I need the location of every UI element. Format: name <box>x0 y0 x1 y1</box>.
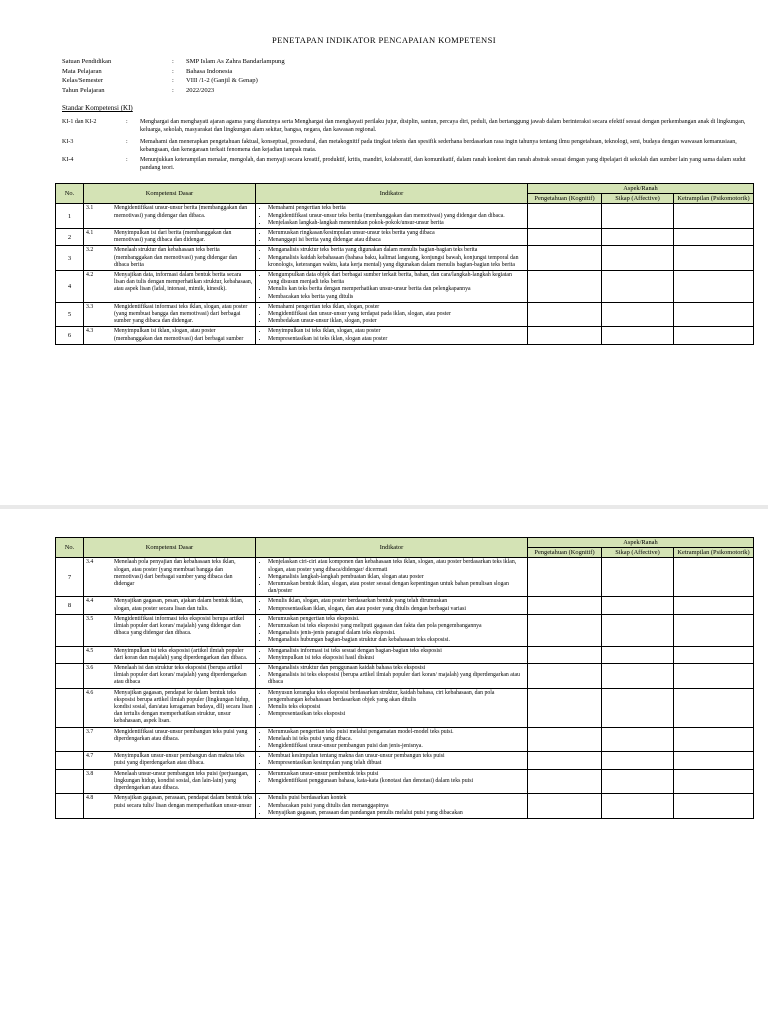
aspek-pengetahuan-cell <box>528 327 602 344</box>
kd-number: 4.1 <box>86 230 94 237</box>
info-label: Kelas/Semester <box>62 77 104 85</box>
kd-number: 4.6 <box>86 689 94 696</box>
table-row <box>56 727 754 752</box>
aspek-pengetahuan-cell <box>528 727 602 752</box>
info-row <box>62 57 285 67</box>
document-title: PENETAPAN INDIKATOR PENCAPAIAN KOMPETENSI <box>272 35 496 45</box>
indikator-item: • Mengidentifikasi unsur-unsur teks berita (membanggakan dan memotivasi) yang didengar dan dibaca. <box>268 213 524 220</box>
table-1-body <box>56 204 754 344</box>
indikator-item: • Membacakan puisi yang ditulis dan menanggapinya <box>268 803 524 810</box>
aspek-sikap-cell <box>602 246 674 271</box>
aspek-sikap-cell <box>602 327 674 344</box>
kd-number: 4.8 <box>86 795 94 802</box>
table-row <box>56 794 754 819</box>
aspek-sikap-cell <box>602 794 674 819</box>
info-value: SMP Islam As Zahra Bandarlampung <box>186 58 285 65</box>
indikator-item: • Membedakan unsur-unsur iklan, slogan, poster <box>268 318 524 325</box>
kd-number: 4.5 <box>86 647 94 654</box>
indikator-cell <box>256 752 528 769</box>
info-value: 2022/2023 <box>186 86 215 94</box>
aspek-keterampilan-cell <box>674 229 754 246</box>
row-number <box>56 794 84 819</box>
aspek-keterampilan-cell <box>674 271 754 303</box>
indikator-cell <box>256 246 528 271</box>
indikator-item: • Mempresentasikan teks eksposisi <box>268 711 524 718</box>
indikator-item: • Mempresentasikan kesimpulan yang telah dibuat <box>268 760 524 767</box>
indikator-item: • Menganalisis langkah-langkah pembuatan iklan, slogan atau poster <box>268 574 524 581</box>
aspek-sikap-cell <box>602 614 674 646</box>
indikator-cell <box>256 664 528 689</box>
indikator-table-2 <box>55 537 754 819</box>
row-number <box>56 727 84 752</box>
kd-text: Menyimpulkan isi iklan, slogan, atau poster (membanggakan dan memotivasi) dari berbagai sumber <box>114 328 244 342</box>
info-value: VIII /1-2 (Ganjil & Genap) <box>186 77 258 85</box>
kd-number: 4.2 <box>86 272 94 279</box>
row-number <box>56 769 84 794</box>
kd-text: Menyajikan gagasan, perasaan, pendapat dalam bentuk teks puisi secara tulis/ lisan dengan memperhatikan unsur-unsur <box>114 795 253 809</box>
kd-text: Menelaah isi dan struktur teks eksposisi (berupa artikel ilmiah populer dari koran/ majalah) yang diperdengarkan atau dibaca <box>114 665 247 686</box>
aspek-sikap-cell <box>602 688 674 727</box>
header-keterampilan: Ketrampilan (Psikomotorik) <box>674 548 754 558</box>
indikator-cell <box>256 558 528 597</box>
aspek-pengetahuan-cell <box>528 769 602 794</box>
row-number <box>56 688 84 727</box>
indikator-item: • Mempresentasikan isi teks iklan, slogan atau poster <box>268 336 524 343</box>
aspek-sikap-cell <box>602 664 674 689</box>
indikator-item: • Mempresentasikan iklan, slogan, dan atau poster yang ditulis dengan berbagai variasi <box>268 606 524 613</box>
table-row <box>56 558 754 597</box>
header-indikator: Indikator <box>256 538 528 558</box>
indikator-item: • Menyajikan gagasan, perasaan dan pandangan penulis melalui puisi yang dibacakan <box>268 810 524 817</box>
aspek-pengetahuan-cell <box>528 597 602 614</box>
kd-text: Mengidentifikasi informasi teks eksposisi berupa artikel ilmiah populer dari koran/ majalah) yang didengar dan dibaca yang didengar dan dibaca. <box>114 615 245 637</box>
header-pengetahuan: Pengetahuan (Kognitif) <box>528 548 602 558</box>
kd-text: Menelaah pola penyajian dan kebahasaan teks iklan, slogan, atau poster (yang membuat bangga dan memotivasi) dari berbagai sumber yang dibaca dan didengar <box>114 559 236 588</box>
info-separator: : <box>172 77 174 85</box>
table-row <box>56 769 754 794</box>
kd-number: 3.6 <box>86 665 94 672</box>
indikator-item: • Menelaah isi teks puisi yang dibaca. <box>268 736 524 743</box>
table-row <box>56 646 754 663</box>
aspek-sikap-cell <box>602 597 674 614</box>
row-number: 6 <box>56 327 84 344</box>
aspek-keterampilan-cell <box>674 646 754 663</box>
indikator-item: • Membacakan teks berita yang ditulis <box>268 294 524 301</box>
ki-text: Memahami dan menerapkan pengetahuan faktual, konseptual, prosedural, dan metakognitif pada tingkat teknis dan spesifik sederhana berdasarkan rasa ingin tahunya tentang ilmu pengetahuan, teknologi, seni, budaya dengan wawasan kemanusiaan, kebangsaan, dan kenegaraan terkait fenomena dan kejadian tampak mata. <box>140 139 737 153</box>
indikator-cell <box>256 688 528 727</box>
indikator-item: • Menganalisis jenis-jenis paragraf dalam teks eksposisi. <box>268 630 524 637</box>
indikator-item: • Menanggapi isi berita yang didengar atau dibaca <box>268 237 524 244</box>
kompetensi-dasar-cell <box>84 646 256 663</box>
kompetensi-dasar-cell <box>84 794 256 819</box>
standar-kompetensi-heading: Standar Kompetensi (KI) <box>62 104 133 112</box>
row-number: 4 <box>56 271 84 303</box>
row-number: 3 <box>56 246 84 271</box>
aspek-keterampilan-cell <box>674 597 754 614</box>
indikator-item: • Menulis teks eksposisi <box>268 704 524 711</box>
indikator-cell <box>256 271 528 303</box>
aspek-keterampilan-cell <box>674 794 754 819</box>
aspek-keterampilan-cell <box>674 327 754 344</box>
row-number: 8 <box>56 597 84 614</box>
row-number <box>56 614 84 646</box>
indikator-item: • Merumuskan unsur-unsur pembentuk teks puisi <box>268 771 524 778</box>
indikator-item: • Menulis iklan, slogan, atau poster berdasarkan bentuk yang telah dirumuskan <box>268 598 524 605</box>
header-pengetahuan: Pengetahuan (Kognitif) <box>528 194 602 204</box>
kd-text: Mengidentifikasi informasi teks iklan, slogan, atau poster (yang membuat bangga dan memotivasi) dari berbagai sumber yang dibaca dan didengar. <box>114 303 248 325</box>
kd-number: 4.4 <box>86 598 94 605</box>
kompetensi-dasar-cell <box>84 246 256 271</box>
kd-text: Menelaah struktur dan kebahasaan teks berita (membanggakan dan memotivasi) yang didengar dan dibaca berita <box>114 247 238 268</box>
table-row <box>56 664 754 689</box>
indikator-cell <box>256 614 528 646</box>
indikator-table-1 <box>55 183 754 345</box>
aspek-sikap-cell <box>602 752 674 769</box>
indikator-cell <box>256 794 528 819</box>
aspek-pengetahuan-cell <box>528 271 602 303</box>
kompetensi-dasar-cell <box>84 664 256 689</box>
aspek-sikap-cell <box>602 229 674 246</box>
indikator-item: • Merumuskan ringkasan/kesimpulan unsur-unsur teks berita yang dibaca <box>268 230 524 237</box>
aspek-keterampilan-cell <box>674 664 754 689</box>
kompetensi-dasar-cell <box>84 727 256 752</box>
table-row <box>56 204 754 229</box>
row-number <box>56 752 84 769</box>
indikator-cell <box>256 646 528 663</box>
indikator-item: • Menganalisis informasi isi teks sesuai dengan bagian-bagian teks eksposisi <box>268 648 524 655</box>
indikator-item: • Mengumpulkan data objek dari berbagai sumber terkait berita, bahan, dan cara/langkah-langkah kegiatan yang disusun menjadi teks berita <box>268 272 524 286</box>
identity-info <box>62 57 285 95</box>
kd-text: Menyimpulkan unsur-unsur pembangun dan makna teks puisi yang diperdengarkan atau dibaca. <box>114 753 245 767</box>
indikator-item: • Merumuskan bentuk iklan, slogan, atau poster sesuai dengan kepentingan untuk bahan penulisan slogan dan/poster <box>268 581 524 595</box>
kd-number: 3.7 <box>86 728 94 735</box>
indikator-item: • Merumuskan pengertian teks puisi melalui pengamatan model-model teks puisi. <box>268 729 524 736</box>
header-aspek: Aspek/Ranah <box>528 538 754 548</box>
table-row <box>56 302 754 327</box>
header-keterampilan: Ketrampilan (Psikomotorik) <box>674 194 754 204</box>
header-kompetensi-dasar: Kompetensi Dasar <box>84 538 256 558</box>
indikator-item: • Menganalisis isi teks eksposisi (berupa artikel ilmiah populer dari koran/ majalah) yang diperdengarkan atau dibaca <box>268 672 524 686</box>
aspek-pengetahuan-cell <box>528 204 602 229</box>
indikator-item: • Menjelaskan ciri-ciri atau komponen dan kebahasaan teks iklan, slogan, atau poster berdasarkan teks iklan, slogan, atau poster yang dibaca/didengar/ dicermati <box>268 559 524 573</box>
kd-text: Menyajikan gagasan, pesan, ajakan dalam bentuk iklan, slogan, atau poster secara lisan dan tulis. <box>114 598 244 612</box>
indikator-item: • Menyusun kerangka teks eksposisi berdasarkan struktur, kaidah bahasa, ciri kebahasaan, dan pola pengembangan kebahasaan berdasarkan objek yang akan ditulis <box>268 690 524 704</box>
aspek-keterampilan-cell <box>674 614 754 646</box>
table-row <box>56 229 754 246</box>
aspek-keterampilan-cell <box>674 752 754 769</box>
row-number <box>56 664 84 689</box>
kd-text: Menyajikan gagasan, pendapat ke dalam bentuk teks eksposisi berupa artikel ilmiah populer (lingkungan hidup, kondisi sosial, dan/atau keragaman budaya, dll) secara lisan dan tertulis dengan memperhatikan struktur, unsur kebahasaan, aspek lisan. <box>114 689 253 725</box>
aspek-pengetahuan-cell <box>528 752 602 769</box>
info-separator: : <box>172 67 174 75</box>
aspek-sikap-cell <box>602 646 674 663</box>
aspek-keterampilan-cell <box>674 769 754 794</box>
header-sikap: Sikap (Affective) <box>602 548 674 558</box>
table-row <box>56 271 754 303</box>
table-row <box>56 752 754 769</box>
row-number <box>56 646 84 663</box>
table-row <box>56 597 754 614</box>
kd-number: 3.3 <box>86 303 94 310</box>
aspek-pengetahuan-cell <box>528 246 602 271</box>
kd-number: 3.8 <box>86 770 94 777</box>
indikator-cell <box>256 727 528 752</box>
aspek-sikap-cell <box>602 204 674 229</box>
row-number: 1 <box>56 204 84 229</box>
aspek-pengetahuan-cell <box>528 229 602 246</box>
kd-number: 3.4 <box>86 559 94 566</box>
header-aspek: Aspek/Ranah <box>528 184 754 194</box>
indikator-cell <box>256 769 528 794</box>
indikator-item: • Menganalisis struktur dan penggunaan kaidah bahasa teks eksposisi <box>268 665 524 672</box>
kd-number: 4.7 <box>86 753 94 760</box>
aspek-sikap-cell <box>602 271 674 303</box>
kompetensi-dasar-cell <box>84 597 256 614</box>
indikator-item: • Mengidentifikasi penggunaan bahasa, kata-kata (konotasi dan denotasi) dalam teks puisi <box>268 778 524 785</box>
aspek-pengetahuan-cell <box>528 614 602 646</box>
kompetensi-dasar-cell <box>84 204 256 229</box>
indikator-item: • Menyimpulkan isi teks eksposisi hasil diskusi <box>268 655 524 662</box>
kd-text: Mengidentifikasi unsur-unsur berita (membanggakan dan memotivasi) yang didengar dan dibaca. <box>114 205 248 219</box>
indikator-item: • Menulis puisi berdasarkan kontek <box>268 795 524 802</box>
info-label: Mata Pelajaran <box>62 67 102 75</box>
kompetensi-dasar-cell <box>84 302 256 327</box>
aspek-keterampilan-cell <box>674 204 754 229</box>
kompetensi-dasar-cell <box>84 769 256 794</box>
aspek-pengetahuan-cell <box>528 688 602 727</box>
kd-number: 3.5 <box>86 615 94 622</box>
info-row <box>62 76 285 86</box>
kd-text: Menyimpulkan isi dari berita (membanggakan dan memotivasi) yang dibaca dan didengar. <box>114 230 232 244</box>
row-number: 5 <box>56 302 84 327</box>
aspek-pengetahuan-cell <box>528 646 602 663</box>
aspek-keterampilan-cell <box>674 246 754 271</box>
kompetensi-dasar-cell <box>84 614 256 646</box>
ki-code: KI-4 <box>62 157 74 163</box>
info-separator: : <box>172 86 174 94</box>
kd-number: 3.1 <box>86 205 94 212</box>
aspek-keterampilan-cell <box>674 688 754 727</box>
indikator-item: • Merumuskan isi teks eksposisi yang meliputi gagasan dan fakta dan pola pengembangannya <box>268 623 524 630</box>
table-row <box>56 688 754 727</box>
kompetensi-dasar-cell <box>84 558 256 597</box>
aspek-sikap-cell <box>602 727 674 752</box>
indikator-item: • Menganalisis hubungan bagian-bagian struktur dan kebahasaan teks eksposisi. <box>268 637 524 644</box>
kd-text: Menelaah unsur-unsur pembangun teks puisi (perjuangan, lingkungan hidup, kondisi sosial, dan lain-lain) yang diperdengarkan atau dibaca. <box>114 770 249 792</box>
header-sikap: Sikap (Affective) <box>602 194 674 204</box>
info-row <box>62 86 285 96</box>
ki-code: KI-3 <box>62 139 74 145</box>
indikator-item: • Membuat kesimpulan tentang makna dan unsur-unsur pembangun teks puisi <box>268 753 524 760</box>
aspek-keterampilan-cell <box>674 558 754 597</box>
indikator-item: • Menganalisis kaidah kebahasaan (bahasa baku, kalimat langsung, konjungsi bawah, konjungsi temporal dan kronologis, keterangan waktu, kata kerja mental) yang digunakan dalam menulis bagian-bagian teks berita <box>268 255 524 269</box>
kompetensi-dasar-cell <box>84 688 256 727</box>
indikator-item: • Memahami pengertian teks berita <box>268 205 524 212</box>
table-row <box>56 327 754 344</box>
indikator-cell <box>256 597 528 614</box>
info-label: Tahun Pelajaran <box>62 86 105 94</box>
kd-number: 3.2 <box>86 247 94 254</box>
aspek-pengetahuan-cell <box>528 794 602 819</box>
indikator-item: • Menyimpulkan isi teks iklan, slogan, atau poster <box>268 328 524 335</box>
info-value: Bahasa Indonesia <box>186 67 233 75</box>
kompetensi-dasar-cell <box>84 752 256 769</box>
aspek-pengetahuan-cell <box>528 558 602 597</box>
indikator-cell <box>256 302 528 327</box>
ki-text: Menghargai dan menghayati ajaran agama yang dianutnya serta Menghargai dan menghayati perilaku jujur, disiplin, santun, percaya diri, peduli, dan bertanggung jawab dalam berinteraksi secara efektif sesuai dengan perkembangan anak di lingkungan, keluarga, sekolah, masyarakat dan lingkungan alam sekitar, bangsa, negara, dan kawasan regional. <box>140 119 746 133</box>
header-no: No. <box>56 538 84 558</box>
table-2-body <box>56 558 754 819</box>
info-label: Satuan Pendidikan <box>62 58 112 65</box>
aspek-pengetahuan-cell <box>528 664 602 689</box>
kd-text: Mengidentifikasi unsur-unsur pembangun teks puisi yang diperdengarkan atau dibaca. <box>114 728 248 742</box>
ki-row: KI-4 : Menunjukkan keterampilan menalar, mengolah, dan menyaji secara kreatif, produktif, kritis, mandiri, kolaboratif, dan komunikatif, dalam ranah konkret dan ranah abstrak sesuai dengan yang dipelajari di sekolah dan sumber lain yang sama dalam sudut pandang teori. <box>62 156 752 172</box>
row-number: 7 <box>56 558 84 597</box>
kd-number: 4.3 <box>86 328 94 335</box>
document-page-1 <box>0 0 768 500</box>
indikator-item: • Merumuskan pengertian teks eksposisi. <box>268 616 524 623</box>
aspek-sikap-cell <box>602 302 674 327</box>
indikator-item: • Menganalisis struktur teks berita yang digunakan dalam menulis bagian-bagian teks berita <box>268 247 524 254</box>
indikator-item: • Memahami pengertian teks iklan, slogan, poster <box>268 304 524 311</box>
table-row <box>56 614 754 646</box>
indikator-item: • Menjelaskan langkah-langkah menentukan pokok-pokok/unsur-unsur berita <box>268 220 524 227</box>
kompetensi-dasar-cell <box>84 229 256 246</box>
aspek-sikap-cell <box>602 558 674 597</box>
header-no: No. <box>56 184 84 204</box>
header-kompetensi-dasar: Kompetensi Dasar <box>84 184 256 204</box>
kd-text: Menyajikan data, informasi dalam bentuk berita secara lisan dan tulis dengan memperhatikan struktur, kebahasaan, atau aspek lisan (lafal, intonasi, mimik, kinesik). <box>114 272 253 293</box>
indikator-item: • Mengidentifikasi unsur-unsur pembangun puisi dan jenis-jenisnya. <box>268 743 524 750</box>
indikator-cell <box>256 229 528 246</box>
aspek-keterampilan-cell <box>674 302 754 327</box>
info-separator: : <box>172 58 174 65</box>
indikator-item: • Mengidentifikasi dan unsur-unsur yang terdapat pada iklan, slogan, atau poster <box>268 311 524 318</box>
aspek-pengetahuan-cell <box>528 302 602 327</box>
kompetensi-dasar-cell <box>84 271 256 303</box>
indikator-cell <box>256 204 528 229</box>
ki-text: Menunjukkan keterampilan menalar, mengolah, dan menyaji secara kreatif, produktif, kritis, mandiri, kolaboratif, dan komunikatif, dalam ranah konkret dan ranah abstrak sesuai dengan yang dipelajari di sekolah dan sumber lain yang sama dalam sudut pandang teori. <box>140 157 746 171</box>
aspek-sikap-cell <box>602 769 674 794</box>
indikator-item: • Menulis kan teks berita dengan memperhatikan unsur-unsur berita dan pelengkapannya <box>268 286 524 293</box>
ki-row: KI-3 : Memahami dan menerapkan pengetahuan faktual, konseptual, prosedural, dan metakognitif pada tingkat teknis dan spesifik sederhana berdasarkan rasa ingin tahunya tentang ilmu pengetahuan, teknologi, seni, budaya dengan wawasan kemanusiaan, kebangsaan, dan kenegaraan terkait fenomena dan kejadian tampak mata. <box>62 138 752 154</box>
ki-row: KI-1 dan KI-2 : Menghargai dan menghayati ajaran agama yang dianutnya serta Menghargai dan menghayati perilaku jujur, disiplin, santun, percaya diri, peduli, dan bertanggung jawab dalam berinteraksi secara efektif sesuai dengan perkembangan anak di lingkungan, keluarga, sekolah, masyarakat dan lingkungan alam sekitar, bangsa, negara, dan kawasan regional. <box>62 118 752 134</box>
header-indikator: Indikator <box>256 184 528 204</box>
aspek-keterampilan-cell <box>674 727 754 752</box>
table-row <box>56 246 754 271</box>
ki-code: KI-1 dan KI-2 <box>62 119 97 125</box>
kd-text: Menyimpulkan isi teks eksposisi (artikel ilmiah populer dari koran dan majalah) yang diperdengarkan dan dibaca. <box>114 647 248 661</box>
info-row <box>62 67 285 77</box>
kompetensi-dasar-cell <box>84 327 256 344</box>
indikator-cell <box>256 327 528 344</box>
row-number: 2 <box>56 229 84 246</box>
